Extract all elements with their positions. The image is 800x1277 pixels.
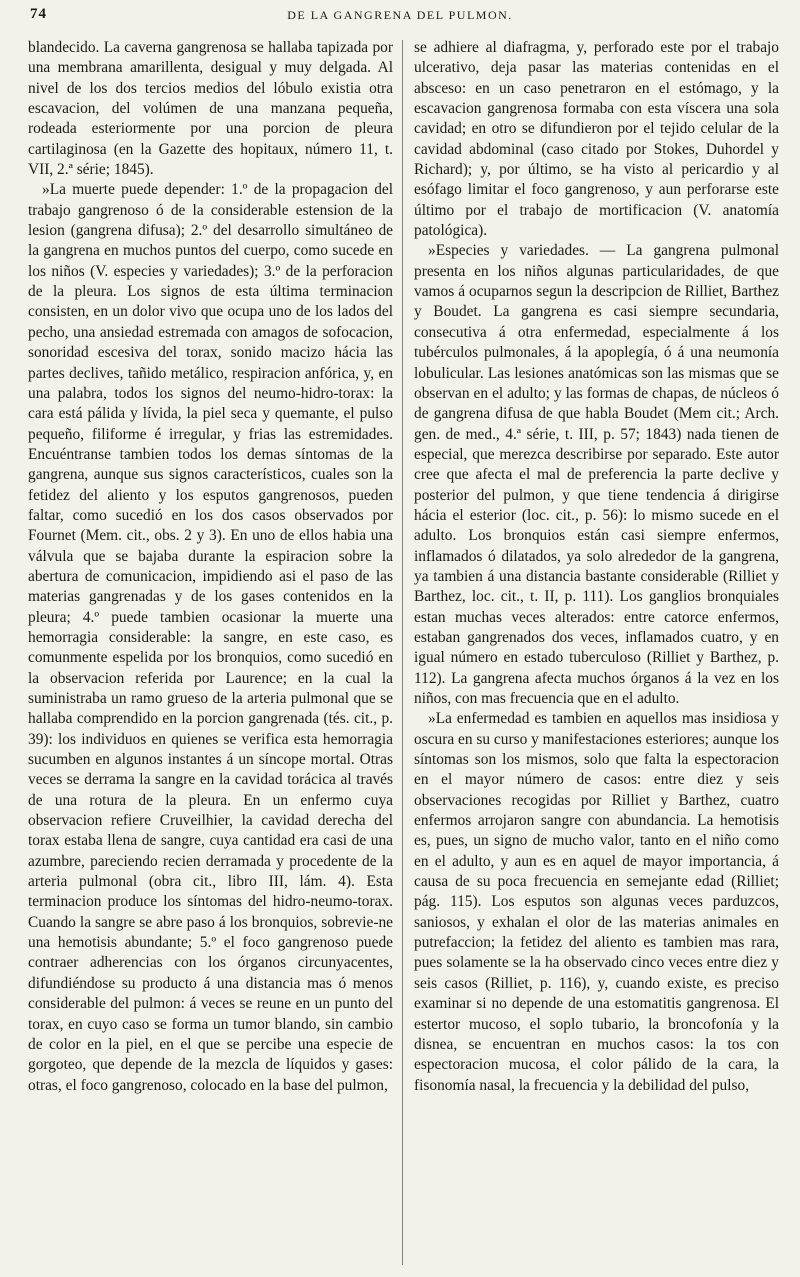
paragraph: »Especies y variedades. — La gangrena pulmonal presenta en los niños algunas particularidades, de que vamos á ocuparnos segun la descripcion de Rilliet, Barthez y Boudet. La gangrena es casi siempre secundaria, consecutiva á otra enfermedad, especialmente á los tubérculos pulmonales, á la apoplegía, ó á una neumonía lobulicular. Las lesiones anatómicas son las mismas que se observan en el adulto; y las formas de chapas, de núcleos ó de gangrena difusa de que habla Boudet (Mem cit.; Arch. gen. de med., 4.ª série, t. III, p. 57; 1843) nada tienen de especial, que merezca describirse por separado. Este autor cree que afecta el mal de preferencia la parte declive y posterior del pulmon, y que tiene tendencia á dirigirse hácia el esterior (loc. cit., p. 56): lo mismo sucede en el adulto. Los bronquios están casi siempre enfermos, inflamados ó dilatados, ya solo alrededor de la gangrena, ya tambien á una distancia bastante considerable (Rilliet y Barthez, loc. cit., t. II, p. 111). Los ganglios bronquiales estan muchas veces alterados: entre catorce enfermos, estaban gangrenados dos veces, inflamados cuatro, y en igual número en estado tuberculoso (Rilliet y Barthez, p. 112). La gangrena afecta muchos órganos á la vez en los niños, con mas frecuencia que en el adulto. [414, 242, 779, 707]
paragraph: se adhiere al diafragma, y, perforado este por el trabajo ulcerativo, deja pasar las materias contenidas en el absceso: en un caso penetraron en el estómago, y la escavacion gangrenosa formaba con esta víscera una sola cavidad; en otro se difundieron por el tejido celular de la cavidad abdominal (caso citado por Stokes, Duhordel y Richard); y, por último, se ha visto al pericardio y al esófago limitar el foco gangrenoso, y aun perforarse este último por el trabajo de mortificacion (V. anatomía patológica). [414, 39, 779, 240]
left-column [28, 38, 393, 1096]
paragraph: blandecido. La caverna gangrenosa se hallaba tapizada por una membrana amarillenta, desigual y muy delgada. Al nivel de los dos tercios medios del lóbulo existia otra escavacion, del volúmen de una manzana pequeña, rodeada esteriormente por una porcion de pleura cartilaginosa (en la Gazette des hopitaux, número 11, t. VII, 2.ª série; 1845). [28, 39, 393, 179]
page-number: 74 [30, 6, 47, 22]
running-title: DE LA GANGRENA DEL PULMON. [287, 8, 513, 22]
column-divider [402, 40, 403, 1265]
right-column [414, 38, 779, 1096]
paragraph: »La muerte puede depender: 1.º de la propagacion del trabajo gangrenoso ó de la considerable estension de la lesion (gangrena difusa); 2.º del desarrollo simultáneo de la gangrena en muchos puntos del cuerpo, como sucede en los niños (V. especies y variedades); 3.º de la perforacion de la pleura. Los signos de esta última terminacion consisten, en un dolor vivo que ocupa uno de los lados del pecho, una ansiedad estremada con amagos de sofocacion, sonoridad escesiva del torax, sonido macizo hácia las partes declives, tañido metálico, respiracion anfórica, y, en una palabra, todos los signos del neumo-hidro-torax: la cara está pálida y lívida, la piel seca y quemante, el pulso pequeño, filiforme é irregular, y frias las estremidades. Encuéntranse tambien todos los demas síntomas de la gangrena, aunque sus signos característicos, cuales son la fetidez del aliento y los esputos gangrenosos, pueden faltar, como sucedió en los dos casos observados por Fournet (Mem. cit., obs. 2 y 3). En uno de ellos habia una válvula que se bajaba durante la espiracion sobre la abertura de comunicacion, impidiendo asi el paso de las materias gangrenadas y de los gases contenidos en la pleura; 4.º puede tambien ocasionar la muerte una hemorragia considerable: la sangre, en este caso, es comunmente espelida por los bronquios, como sucedió en la observacion referida por Laurence; en la cual la suministraba un ramo grueso de la arteria pulmonal que se hallaba comprendido en la porcion gangrenada (tés. cit., p. 39): los individuos en quienes se verifica esta hemorragia sucumben en algunos instantes á un síncope mortal. Otras veces se derrama la sangre en la cavidad torácica al través de una rotura de la pleura. En un enfermo cuya observacion refiere Cruveilhier, la cavidad derecha del torax estaba llena de sangre, cuya cantidad era casi de una azumbre, pareciendo recien derramada y procedente de la arteria pulmonal (obra cit., libro III, lám. 4). Esta terminacion produce los síntomas del hidro-neumo-torax. Cuando la sangre se abre paso á los bronquios, sobrevie-ne una hemotisis abundante; 5.º el foco gangrenoso puede contraer adherencias con los órganos circunyacentes, difundiéndose su producto á una distancia mas ó menos considerable del pulmon: á veces se reune en un punto del torax, en cuyo caso se forma un tumor blando, sin cambio de color en la piel, en el que se percibe una especie de gorgoteo, que depende de la mezcla de líquidos y gases: otras, el foco gangrenoso, colocado en la base del pulmon, [28, 181, 393, 1094]
page-header [0, 4, 800, 28]
paragraph: »La enfermedad es tambien en aquellos mas insidiosa y oscura en su curso y manifestaciones esteriores; aunque los síntomas son los mismos, solo que falta la espectoracion en el mayor número de casos: entre diez y seis observaciones recogidas por Rilliet y Barthez, cuatro enfermos arrojaron sangre con abundancia. La hemotisis es, pues, un signo de mucho valor, tanto en el niño como en el adulto, y aun es en aquel de mayor importancia, á causa de su poca frecuencia en semejante edad (Rilliet; pág. 115). Los esputos son algunas veces parduzcos, saniosos, y exhalan el olor de las materias animales en putrefaccion; la fetidez del aliento es tambien mas rara, pues solamente se la ha observado cinco veces entre diez y seis casos (Rilliet, p. 116), y, cuando existe, es preciso examinar si no depende de una estomatitis gangrenosa. El estertor mucoso, el soplo tubario, la broncofonía y la disnea, se encuentran en muchos casos: la tos con espectoracion mucosa, el color pálido de la cara, la fisonomía nasal, la frecuencia y la debilidad del pulso, [414, 710, 779, 1094]
